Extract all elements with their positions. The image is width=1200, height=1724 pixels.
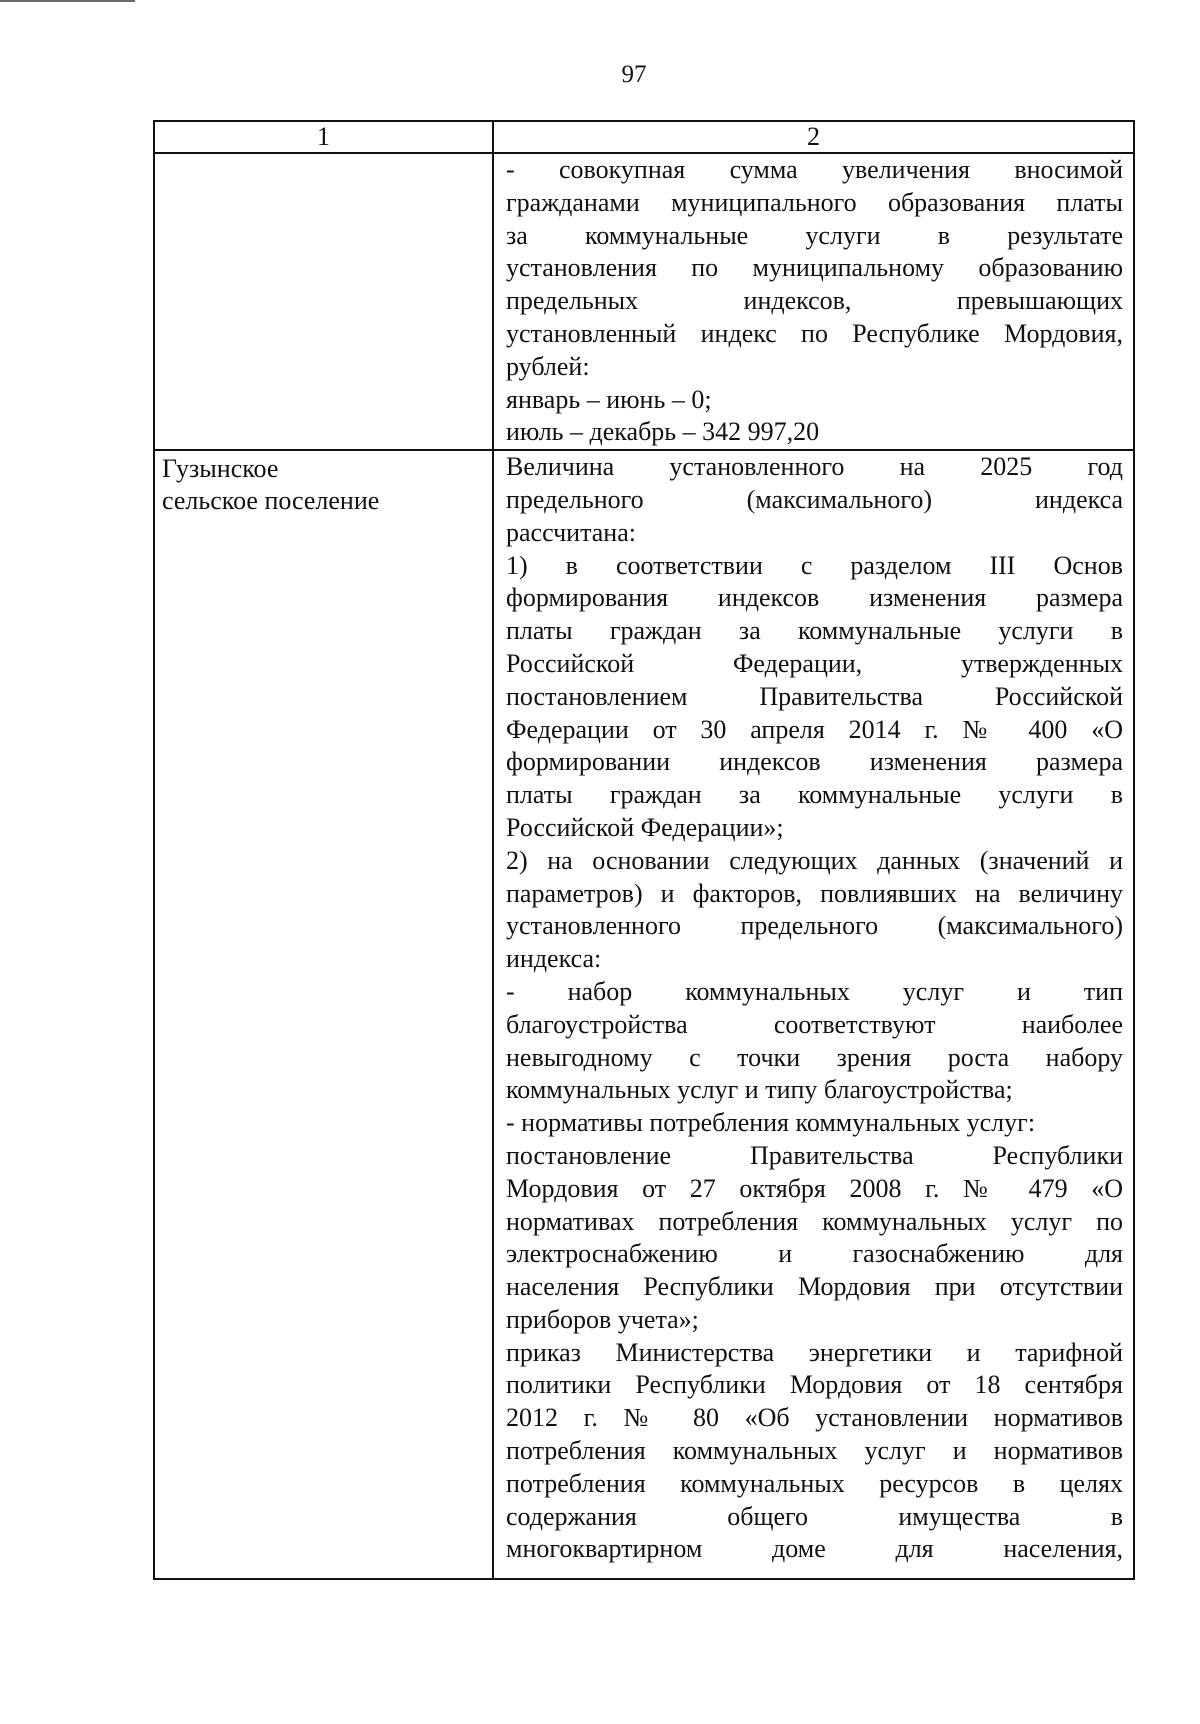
column-header-1: 1: [154, 121, 493, 153]
text-line: установленный индекс по Республике Мордовия,: [506, 318, 1123, 348]
text-line: параметров) и факторов, повлиявших на величину: [506, 878, 1123, 908]
text-line: многоквартирном доме для населения,: [506, 1534, 1123, 1564]
text-line: установления по муниципальному образованию: [506, 253, 1123, 283]
page-number: 97: [621, 61, 647, 88]
text-line: гражданами муниципального образования платы: [506, 187, 1123, 217]
text-line: приборов учета»;: [506, 1304, 699, 1334]
row-1-municipality-cell: [154, 153, 493, 450]
text-line: рублей:: [506, 351, 590, 381]
municipality-name-line: Гузынское: [162, 454, 279, 484]
text-line: потребления коммунальных ресурсов в целях: [506, 1468, 1123, 1498]
table-row: [154, 450, 1134, 1579]
table-row: [154, 153, 1134, 450]
text-line: политики Республики Мордовия от 18 сентября: [506, 1370, 1123, 1400]
text-line: Величина установленного на 2025 год: [506, 452, 1123, 482]
text-line: Мордовия от 27 октября 2008 г. № 479 «О: [506, 1173, 1123, 1203]
text-line: 2) на основании следующих данных (значений и: [506, 845, 1123, 875]
text-line: электроснабжению и газоснабжению для: [506, 1239, 1123, 1269]
text-line: благоустройства соответствуют наиболее: [506, 1009, 1123, 1039]
text-line: за коммунальные услуги в результате: [506, 220, 1123, 250]
text-line: предельного (максимального) индекса: [506, 484, 1123, 514]
text-line: невыгодному с точки зрения роста набору: [506, 1042, 1123, 1072]
scan-edge-mark: [0, 0, 135, 2]
row-1-description-cell: [493, 153, 1134, 450]
text-line: Российской Федерации»;: [506, 812, 784, 842]
text-line: постановление Правительства Республики: [506, 1140, 1123, 1170]
text-line: - нормативы потребления коммунальных услуг:: [506, 1108, 1036, 1138]
text-line: - совокупная сумма увеличения вносимой: [506, 155, 1123, 184]
text-line: июль – декабрь – 342 997,20: [506, 417, 820, 447]
text-line: населения Республики Мордовия при отсутствии: [506, 1272, 1123, 1302]
text-line: - набор коммунальных услуг и тип: [506, 976, 1123, 1006]
column-header-2: 2: [493, 121, 1134, 153]
row-2-municipality-cell: [154, 450, 493, 1579]
text-line: потребления коммунальных услуг и нормативов: [506, 1436, 1123, 1466]
text-line: январь – июнь – 0;: [506, 384, 712, 414]
text-line: предельных индексов, превышающих: [506, 286, 1123, 316]
text-line: индекса:: [506, 944, 602, 974]
text-line: содержания общего имущества в: [506, 1501, 1123, 1531]
text-line: платы граждан за коммунальные услуги в: [506, 780, 1123, 810]
text-line: формировании индексов изменения размера: [506, 747, 1123, 777]
text-line: 1) в соответствии с разделом III Основ: [506, 550, 1123, 580]
text-line: коммунальных услуг и типу благоустройства;: [506, 1075, 1013, 1105]
text-line: 2012 г. № 80 «Об установлении нормативов: [506, 1403, 1123, 1433]
document-table: [153, 120, 1135, 1580]
text-line: нормативах потребления коммунальных услуг по: [506, 1206, 1123, 1236]
row-2-description-cell: [493, 450, 1134, 1579]
table-header-row: [154, 121, 1134, 153]
text-line: приказ Министерства энергетики и тарифной: [506, 1337, 1123, 1367]
municipality-name-line: сельское поселение: [162, 486, 380, 516]
text-line: формирования индексов изменения размера: [506, 583, 1123, 613]
text-line: постановлением Правительства Российской: [506, 681, 1123, 711]
text-line: установленного предельного (максимального): [506, 911, 1123, 941]
text-line: платы граждан за коммунальные услуги в: [506, 616, 1123, 646]
text-line: Российской Федерации, утвержденных: [506, 648, 1123, 678]
text-line: Федерации от 30 апреля 2014 г. № 400 «О: [506, 714, 1123, 744]
text-line: рассчитана:: [506, 517, 636, 547]
